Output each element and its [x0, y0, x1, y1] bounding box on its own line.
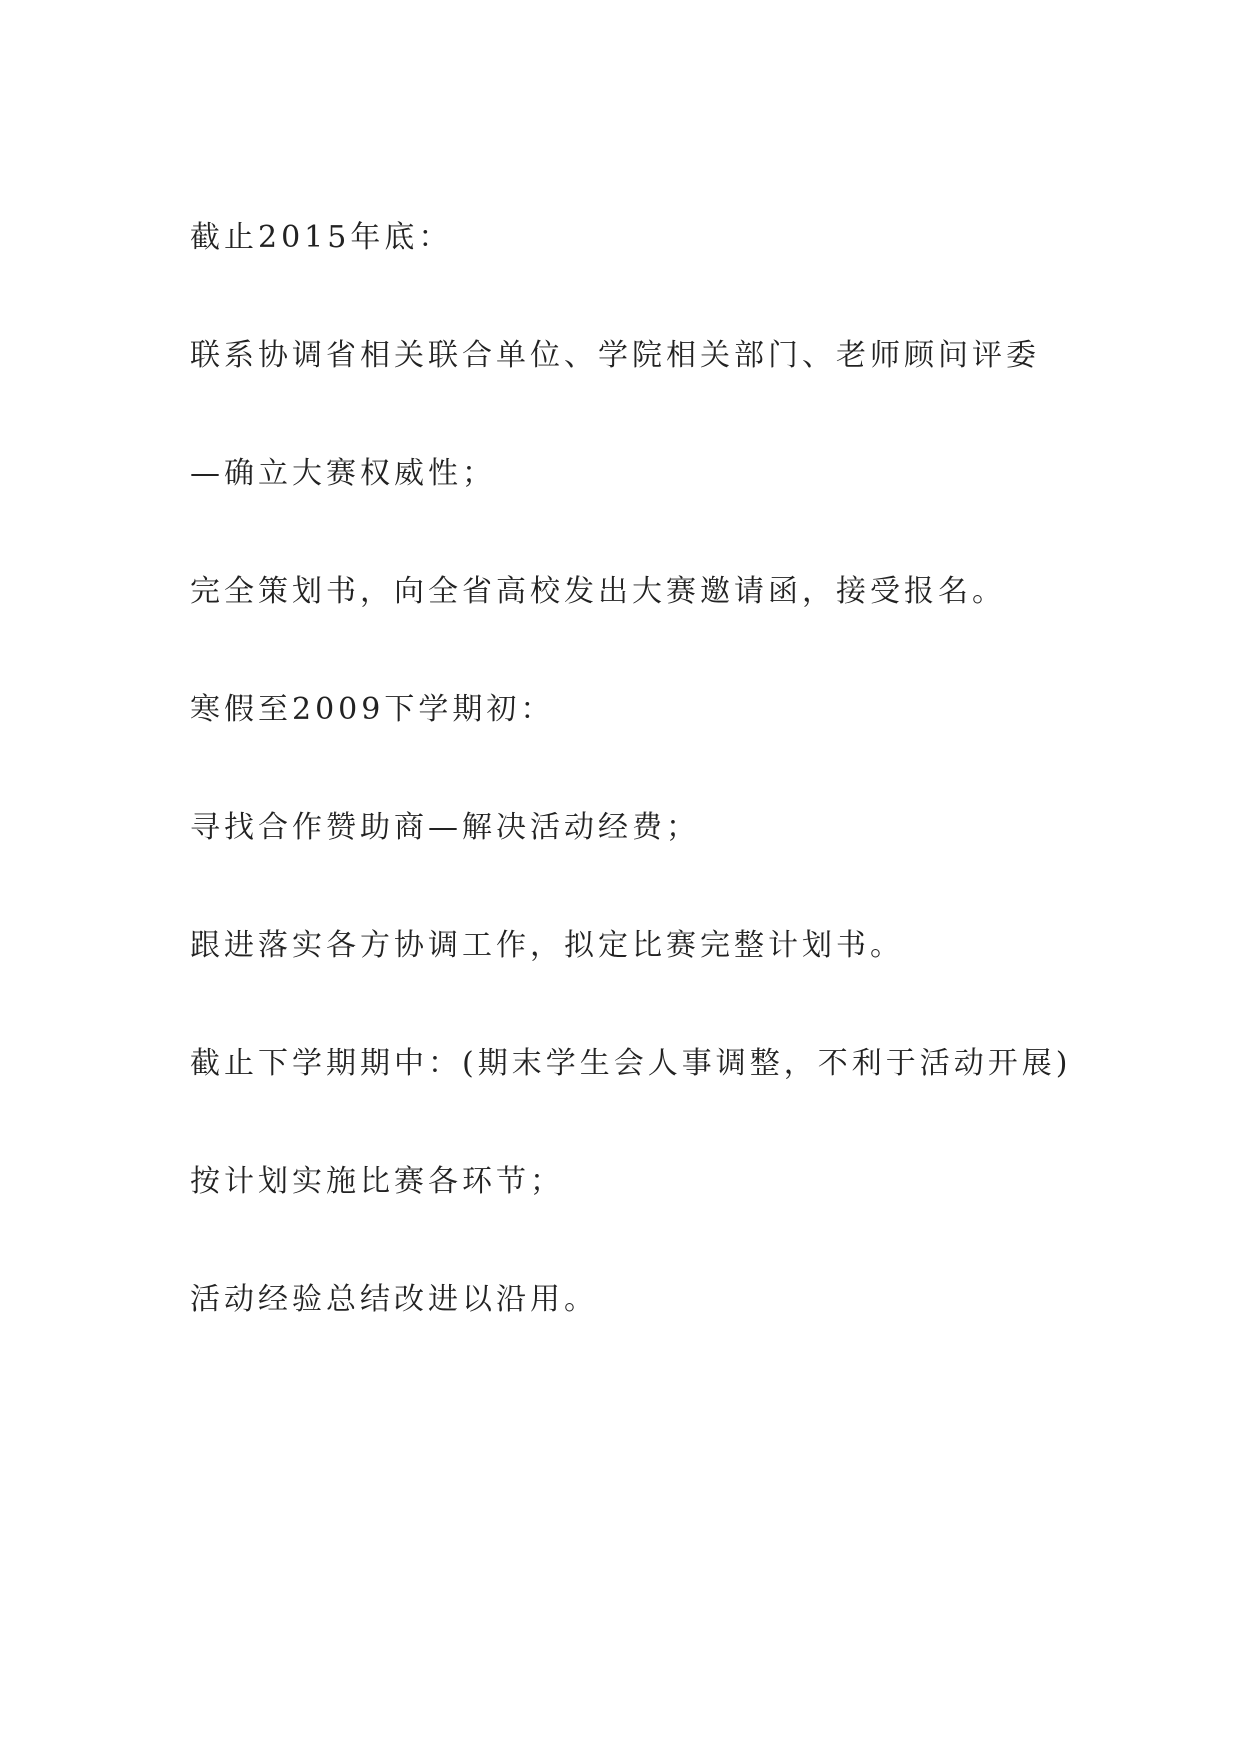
schedule-heading-winter: 寒假至2009下学期初： [190, 692, 555, 727]
body-text-line: 按计划实施比赛各环节； [190, 1164, 564, 1199]
body-text-line: 寻找合作赞助商—解决活动经费； [190, 810, 700, 845]
body-text-line: 跟进落实各方协调工作，拟定比赛完整计划书。 [190, 928, 904, 963]
document-body [190, 218, 1130, 1398]
schedule-heading-midterm: 截止下学期期中：(期末学生会人事调整，不利于活动开展) [190, 1046, 1072, 1081]
body-text-line: 活动经验总结改进以沿用。 [190, 1282, 598, 1317]
body-text-line: 联系协调省相关联合单位、学院相关部门、老师顾问评委 [190, 338, 1040, 373]
schedule-heading-2015: 截止2015年底： [190, 220, 453, 255]
body-text-line: 完全策划书，向全省高校发出大赛邀请函，接受报名。 [190, 574, 1006, 609]
body-text-line: —确立大赛权威性； [190, 456, 496, 491]
